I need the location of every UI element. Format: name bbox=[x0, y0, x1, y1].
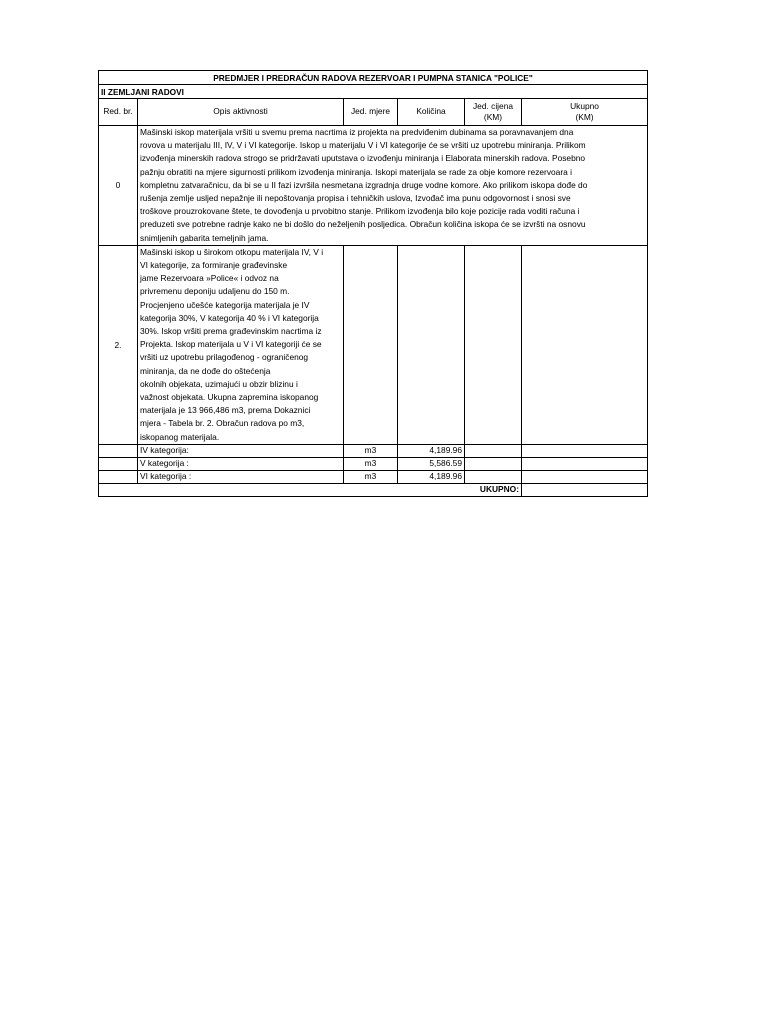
item-total-cell bbox=[522, 245, 648, 444]
desc-line: rovova u materijalu III, IV, V i VI kategorije. Iskop u materijalu V i VI kategorije će se vršiti uz upotrebu miniranja. Prilikom bbox=[140, 140, 586, 151]
total-row bbox=[99, 483, 648, 496]
sub-row-vi bbox=[99, 470, 648, 483]
desc-line: Mašinski iskop u širokom otkopu materijala IV, V i bbox=[140, 246, 324, 257]
sub-row-total bbox=[522, 444, 648, 457]
header-row bbox=[99, 99, 648, 126]
desc-line: iskopanog materijala. bbox=[140, 431, 220, 442]
sub-row-number bbox=[99, 470, 138, 483]
header-jed-mjere: Jed. mjere bbox=[344, 99, 398, 126]
desc-line: materijala je 13 966,486 m3, prema Dokaznici bbox=[140, 405, 311, 416]
desc-line: izvođenja minerskih radova strogo se pridržavati uputstava o izvođenju miniranja i Elaborata minerskih radova. Posebno bbox=[140, 153, 586, 164]
sub-row-label: IV kategorija: bbox=[138, 444, 344, 457]
header-red-br: Red. br. bbox=[99, 99, 138, 126]
sub-row-total bbox=[522, 470, 648, 483]
total-value bbox=[522, 483, 648, 496]
desc-line: preduzeti sve potrebne radnje kako ne bi došlo do neželjenih posljedica. Obračun količina iskopa će se izvršti na osnovu bbox=[140, 219, 586, 230]
desc-line: jame Rezervoara »Police« i odvoz na bbox=[140, 273, 279, 284]
boq-table bbox=[98, 70, 648, 497]
desc-line: mjera - Tabela br. 2. Obračun radova po m3, bbox=[140, 418, 305, 429]
item-row-2 bbox=[99, 245, 648, 444]
sub-row-unit: m3 bbox=[344, 470, 398, 483]
desc-line: kompletnu zatvaračnicu, da bi se u II fazi izvršila nesmetana izgradnja druge vodne komore. Ako prilikom iskopa dođe do bbox=[140, 179, 588, 190]
header-opis: Opis aktivnosti bbox=[138, 99, 344, 126]
desc-line: kategorija 30%, V kategorija 40 % i VI kategorija bbox=[140, 312, 319, 323]
header-jed-cijena-label: Jed. cijena bbox=[472, 100, 514, 111]
item-description bbox=[138, 126, 648, 246]
desc-line: 30%. Iskop vršiti prema građevinskim nacrtima iz bbox=[140, 326, 322, 337]
item-qty-cell bbox=[398, 245, 465, 444]
total-label: UKUPNO: bbox=[99, 483, 522, 496]
item-unit-cell bbox=[344, 245, 398, 444]
item-number: 0 bbox=[99, 126, 138, 246]
desc-line: Procjenjeno učešće kategorija materijala je IV bbox=[140, 299, 310, 310]
sub-row-label: VI kategorija : bbox=[138, 470, 344, 483]
desc-line: pažnju obratiti na mjere sigurnosti prilikom izvođenja miniranja. Iskopi materijala se rade za obje komore rezervoara i bbox=[140, 166, 572, 177]
header-ukupno-label: Ukupno bbox=[570, 100, 599, 111]
sub-row-v bbox=[99, 457, 648, 470]
sub-row-price bbox=[465, 457, 522, 470]
item-row-0 bbox=[99, 126, 648, 246]
sub-row-unit: m3 bbox=[344, 444, 398, 457]
desc-line: Projekta. Iskop materijala u V i VI kategoriji će se bbox=[140, 339, 322, 350]
item-price-cell bbox=[465, 245, 522, 444]
desc-line: Mašinski iskop materijala vršiti u svemu prema nacrtima iz projekta na predviđenim dubinama sa poravnavanjem dna bbox=[140, 127, 574, 137]
header-kolicina: Količina bbox=[398, 99, 465, 126]
desc-line: rušenja zemlje usljed nepažnje ili nepoštovanja propisa i tehničkih uslova, Izvođač ima punu odgovornost i snosi sve bbox=[140, 193, 571, 204]
sub-row-price bbox=[465, 470, 522, 483]
section-row bbox=[99, 85, 648, 99]
sub-row-price bbox=[465, 444, 522, 457]
desc-line: snimljenih gabarita temeljnih jama. bbox=[140, 232, 269, 243]
desc-line: okolnih objekata, uzimajući u obzir blizinu i bbox=[140, 378, 298, 389]
title-row bbox=[99, 71, 648, 85]
sub-row-unit: m3 bbox=[344, 457, 398, 470]
boq-sheet bbox=[98, 70, 647, 497]
sub-row-qty: 5,586.59 bbox=[398, 457, 465, 470]
header-jed-cijena bbox=[465, 99, 522, 126]
sub-row-total bbox=[522, 457, 648, 470]
sub-row-qty: 4,189.96 bbox=[398, 470, 465, 483]
desc-line: miniranja, da ne dođe do oštećenja bbox=[140, 365, 271, 376]
header-ukupno-unit: (KM) bbox=[575, 112, 594, 122]
desc-line: troškove prouzrokovane štete, te dovođenja u prvobitno stanje. Prilikom izvođenja bilo koje pozicije rada voditi računa i bbox=[140, 206, 580, 217]
desc-line: vršiti uz upotrebu prilagođenog - ograničenog bbox=[140, 352, 309, 363]
desc-line: važnost objekata. Ukupna zapremina iskopanog bbox=[140, 392, 319, 403]
sub-row-number bbox=[99, 457, 138, 470]
header-jed-cijena-unit: (KM) bbox=[483, 112, 503, 122]
sub-row-label: V kategorija : bbox=[138, 457, 344, 470]
sub-row-qty: 4,189.96 bbox=[398, 444, 465, 457]
sub-row-iv bbox=[99, 444, 648, 457]
item-description bbox=[138, 245, 344, 444]
section-title: II ZEMLJANI RADOVI bbox=[99, 85, 648, 99]
header-ukupno bbox=[522, 99, 648, 126]
desc-line: VI kategorije, za formiranje građevinske bbox=[140, 260, 288, 271]
sub-row-number bbox=[99, 444, 138, 457]
item-number: 2. bbox=[99, 245, 138, 444]
desc-line: privremenu deponiju udaljenu do 150 m. bbox=[140, 286, 290, 297]
document-title: PREDMJER I PREDRAČUN RADOVA REZERVOAR I PUMPNA STANICA "POLICE" bbox=[99, 71, 648, 85]
